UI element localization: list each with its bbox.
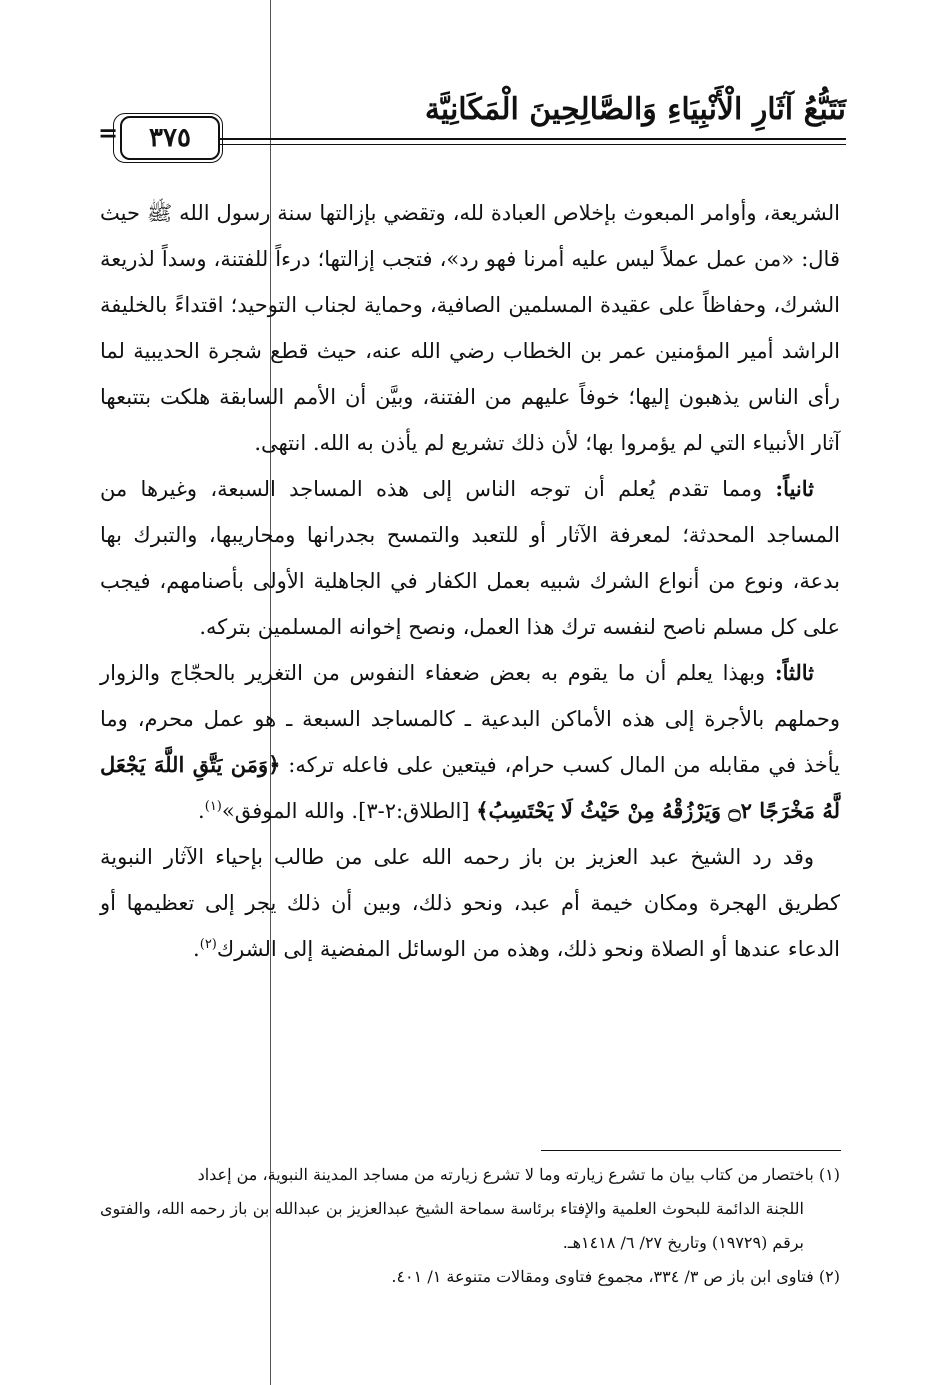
header-rule-thin [218,144,846,145]
paragraph-3-lead: ثالثاً: [774,660,814,685]
footnote-1: (١) باختصار من كتاب بيان ما تشرع زيارته وما لا تشرع زيارته من مساجد المدينة النبوية، من إعداد [197,1165,840,1184]
header-mark: = [98,118,119,147]
verse-reference: [الطلاق:٢-٣]. والله الموفق» [221,799,477,823]
footnotes [100,1158,840,1294]
paragraph-2-lead: ثانياً: [775,476,814,501]
footnote-separator [541,1150,841,1151]
header-rule [218,138,846,140]
page-number: ٣٧٥ [120,116,220,160]
running-title: تَتَبُّعُ آثَارِ الْأَنْبِيَاءِ وَالصَّالِحِينَ الْمَكَانِيَّة [424,92,846,127]
footnote-2: (٢) فتاوى ابن باز ص ٣/ ٣٣٤، مجموع فتاوى ومقالات متنوعة ١/ ٤٠١. [391,1267,840,1286]
quran-verse: ﴿وَمَن يَتَّقِ اللَّهَ يَجْعَل لَّهُ مَخْرَجًا ۝٢ وَيَرْزُقْهُ مِنْ حَيْثُ لَا يَحْتَسِبُ﴾ [100,752,840,823]
paragraph-4-text: وقد رد الشيخ عبد العزيز بن باز رحمه الله على من طالب بإحياء الآثار النبوية كطريق الهجرة ومكان خيمة أم عبد، ونحو ذلك، وبين أن ذلك يجر إلى تعظيمها أو الدعاء عندها أو الصلاة ونحو ذلك، وهذه من الوسائل المفضية إلى الشرك [100,845,840,961]
page-header [98,88,846,168]
main-text [100,190,840,972]
footnote-ref-1: (١) [204,799,222,814]
paragraph-3 [100,650,840,834]
footnote-1-continued: اللجنة الدائمة للبحوث العلمية والإفتاء برئاسة سماحة الشيخ عبدالعزيز بن عبدالله بن باز رحمه الله، والفتوى برقم (١٩٧٢٩) وتاريخ ٢٧/ ٦/ ١٤١٨هـ. [100,1199,804,1252]
paragraph-1: الشريعة، وأوامر المبعوث بإخلاص العبادة لله، وتقضي بإزالتها سنة رسول الله ﷺ حيث قال: «من عمل عملاً ليس عليه أمرنا فهو رد»، فتجب إزالتها؛ درءاً للفتنة، وسداً لذريعة الشرك، وحفاظاً على عقيدة المسلمين الصافية، وحماية لجناب التوحيد؛ اقتداءً بالخليفة الراشد أمير المؤمنين عمر بن الخطاب رضي الله عنه، حيث قطع شجرة الحديبية لما رأى الناس يذهبون إليها؛ خوفاً عليهم من الفتنة، وبيَّن أن الأمم السابقة هلكت بتتبعها آثار الأنبياء التي لم يؤمروا بها؛ لأن ذلك تشريع لم يأذن به الله. انتهى. [100,201,840,455]
paragraph-4-end: . [193,937,200,961]
paragraph-3-end: . [198,799,205,823]
paragraph-4 [100,834,840,972]
paragraph-2-text: ومما تقدم يُعلم أن توجه الناس إلى هذه المساجد السبعة، وغيرها من المساجد المحدثة؛ لمعرفة الآثار أو للتعبد والتمسح بجدرانها ومحاريبها، والتبرك بها بدعة، ونوع من أنواع الشرك شبيه بعمل الكفار في الجاهلية الأولى بأصنامهم، فيجب على كل مسلم ناصح لنفسه ترك هذا العمل، ونصح إخوانه المسلمين بتركه. [100,477,840,639]
paragraph-2 [100,466,840,650]
paragraph-3-text: وبهذا يعلم أن ما يقوم به بعض ضعفاء النفوس من التغرير بالحجّاج والزوار وحملهم بالأجرة إلى هذه الأماكن البدعية ـ كالمساجد السبعة ـ هو عمل محرم، وما يأخذ في مقابله من المال كسب حرام، فيتعين على فاعله تركه: [100,661,841,777]
footnote-ref-2: (٢) [199,937,217,952]
